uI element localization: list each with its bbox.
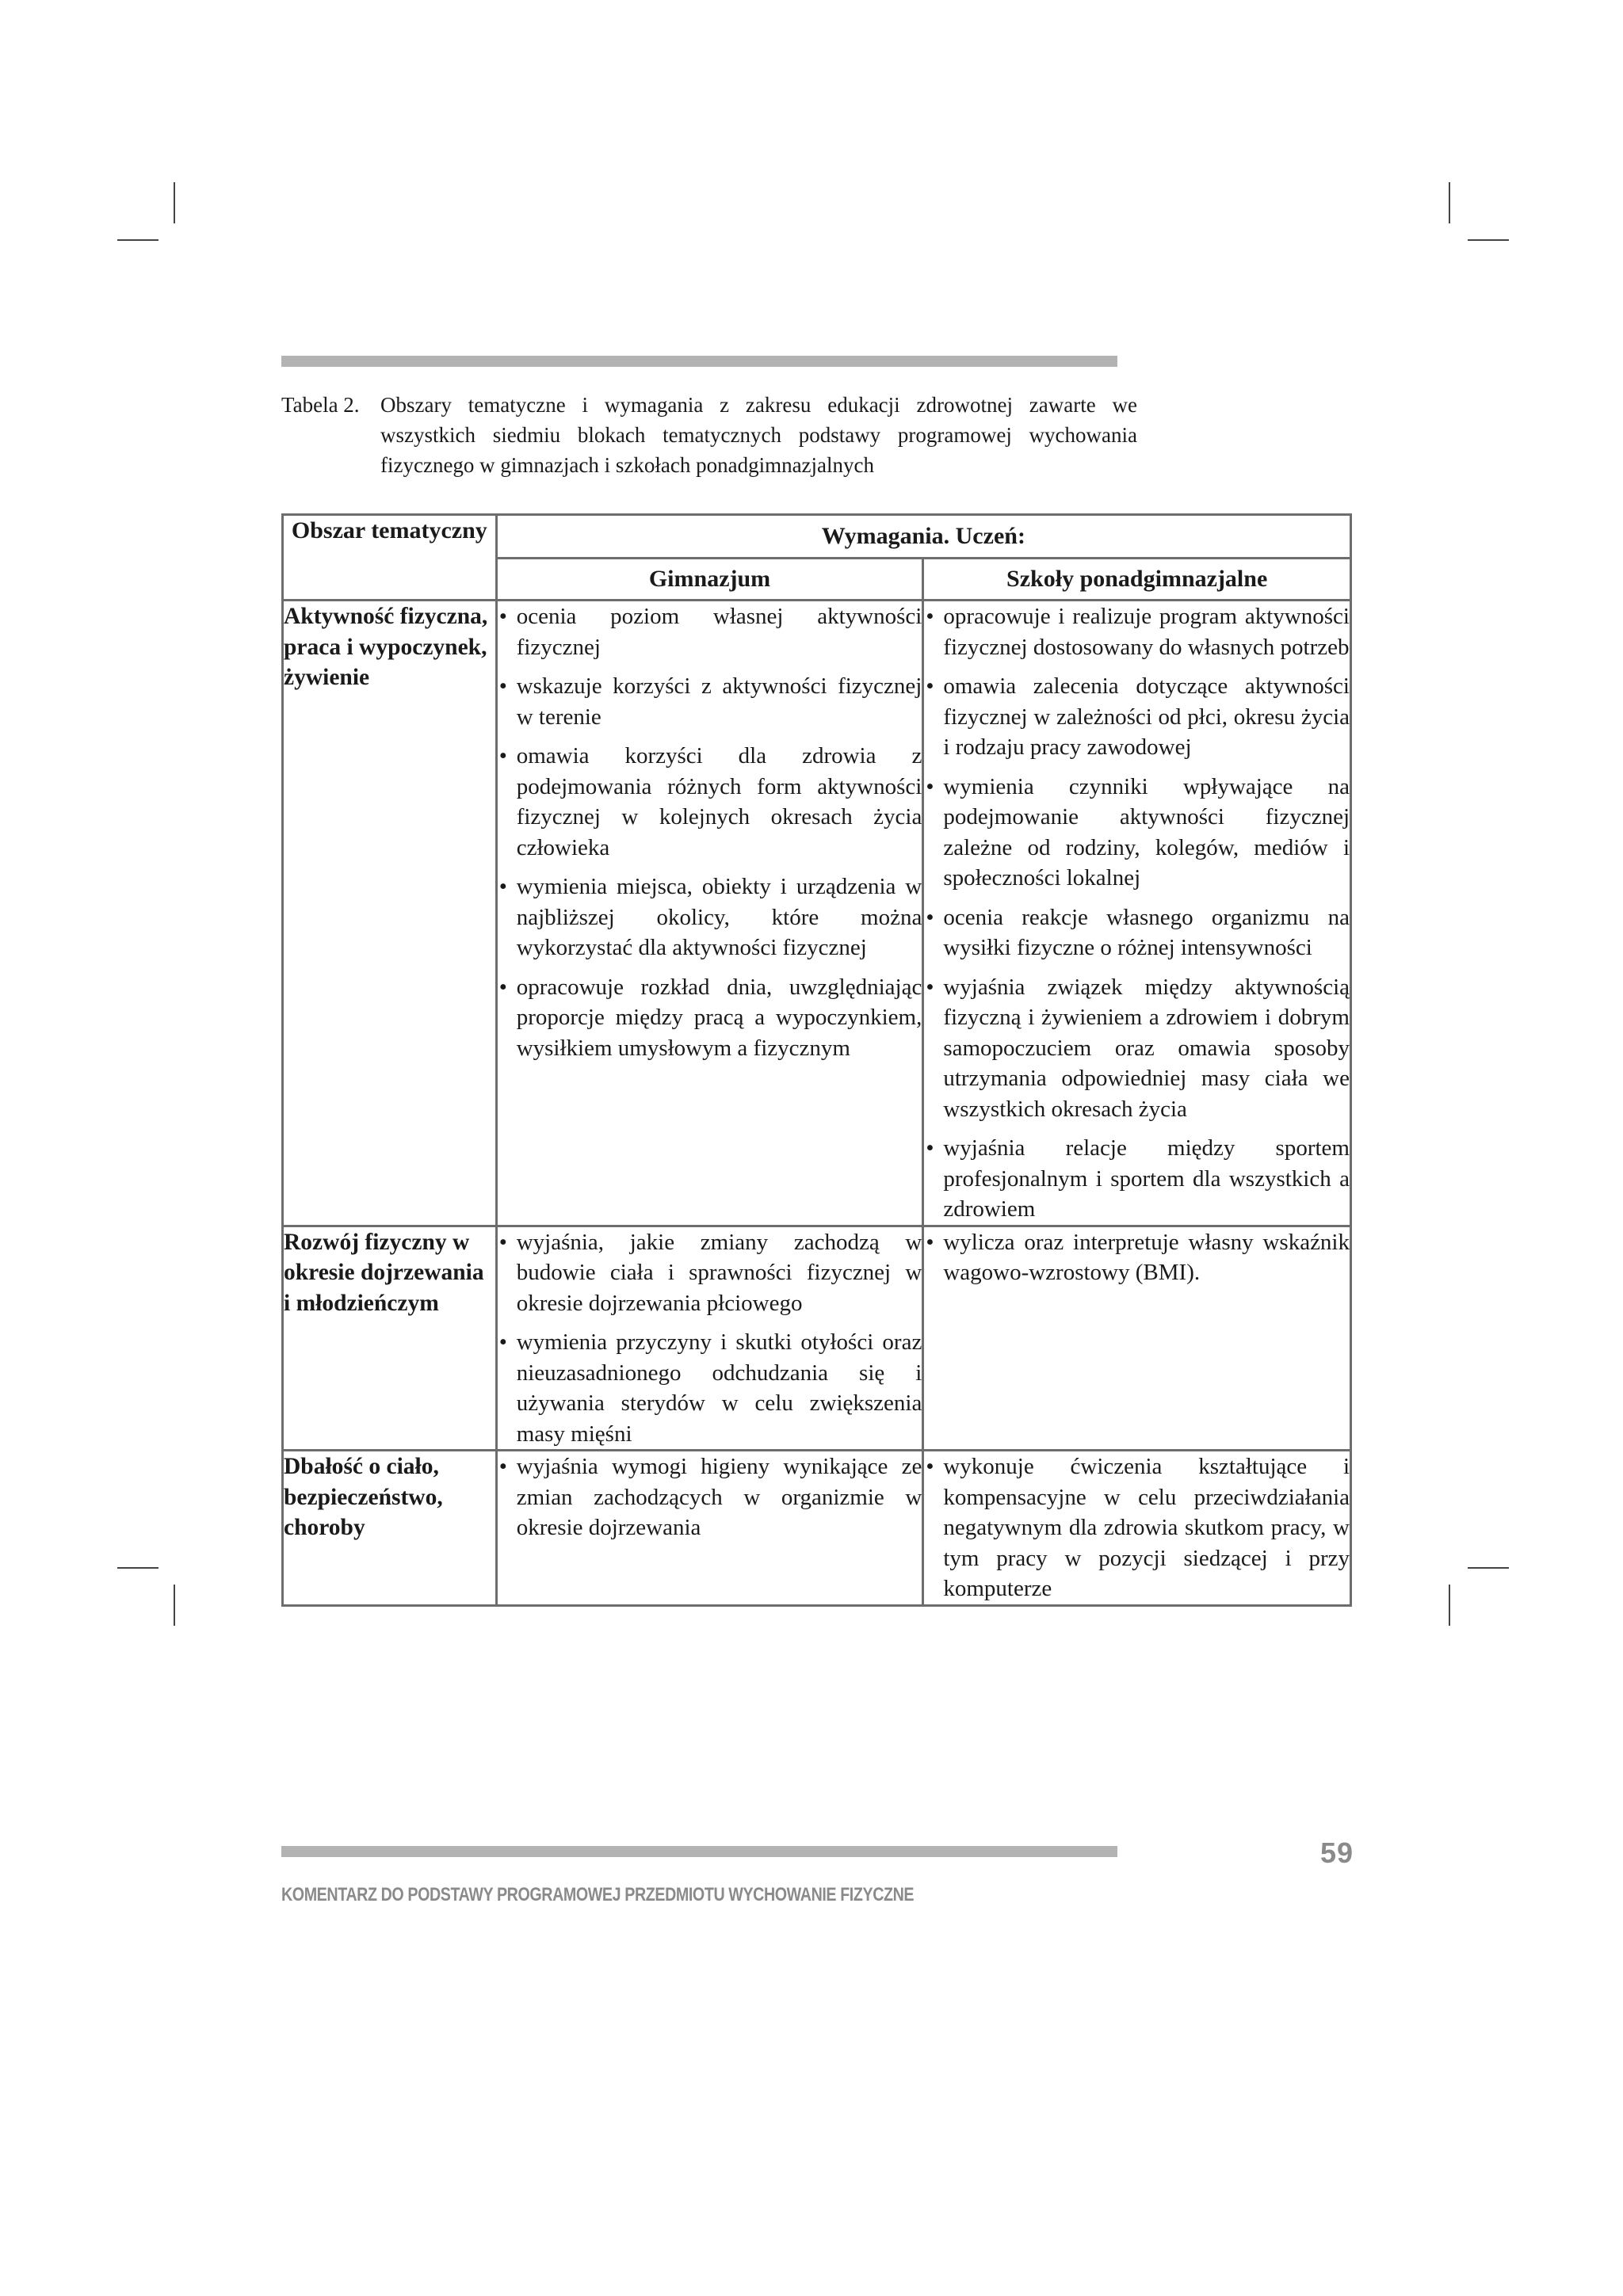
list-item bbox=[924, 1133, 1350, 1225]
area-cell: Aktywność fizyczna, praca i wypoczynek, żywienie bbox=[283, 601, 497, 1226]
list-item-text: opracowuje rozkład dnia, uwzględniając proporcje między pracą a wypoczynkiem, wysiłkiem umysłowym a fizycznym bbox=[516, 974, 922, 1061]
list-item bbox=[924, 601, 1350, 662]
header-rule bbox=[281, 356, 1117, 367]
table-row bbox=[283, 1226, 1351, 1451]
table-row bbox=[283, 601, 1351, 1226]
list-item bbox=[924, 671, 1350, 763]
gimnazjum-list bbox=[498, 1451, 922, 1543]
ponadgimnazjalne-list bbox=[924, 1451, 1350, 1604]
header-requirements: Wymagania. Uczeń: bbox=[496, 515, 1350, 559]
header-area: Obszar tematyczny bbox=[283, 515, 497, 601]
bullet-icon: • bbox=[498, 1454, 507, 1479]
list-item bbox=[924, 902, 1350, 963]
list-item bbox=[498, 1451, 922, 1543]
bullet-icon: • bbox=[498, 1229, 507, 1255]
list-item-text: wyjaśnia relacje między sportem profesjonalnym i sportem dla wszystkich a zdrowiem bbox=[943, 1135, 1350, 1222]
gimnazjum-cell bbox=[496, 1451, 923, 1606]
list-item bbox=[498, 1327, 922, 1449]
crop-mark bbox=[174, 1585, 175, 1626]
list-item bbox=[498, 972, 922, 1064]
bullet-icon: • bbox=[926, 904, 934, 930]
gimnazjum-cell bbox=[496, 601, 923, 1226]
list-item bbox=[924, 1227, 1350, 1288]
list-item bbox=[498, 871, 922, 963]
bullet-icon: • bbox=[926, 673, 934, 699]
list-item bbox=[498, 601, 922, 662]
page-number: 59 bbox=[1319, 1836, 1354, 1869]
header-gimnazjum: Gimnazjum bbox=[496, 559, 923, 601]
footer-rule bbox=[281, 1846, 1117, 1857]
requirements-table bbox=[281, 513, 1352, 1607]
header-ponadgimnazjalne: Szkoły ponadgimnazjalne bbox=[923, 559, 1351, 601]
list-item-text: wylicza oraz interpretuje własny wskaźnik wagowo-wzrostowy (BMI). bbox=[943, 1229, 1350, 1285]
list-item bbox=[498, 1227, 922, 1319]
bullet-icon: • bbox=[498, 604, 507, 629]
crop-mark bbox=[1449, 182, 1450, 223]
list-item-text: wykonuje ćwiczenia kształtujące i kompensacyjne w celu przeciwdziałania negatywnym dla zdrowia skutkom pracy, w tym pracy w pozycji siedzącej i przy komputerze bbox=[943, 1454, 1350, 1601]
crop-mark bbox=[174, 182, 175, 223]
list-item-text: ocenia reakcje własnego organizmu na wysiłki fizyczne o różnej intensywności bbox=[943, 904, 1350, 960]
ponadgimnazjalne-list bbox=[924, 1227, 1350, 1288]
bullet-icon: • bbox=[926, 1135, 934, 1161]
list-item bbox=[498, 671, 922, 732]
crop-mark bbox=[1468, 1567, 1509, 1569]
list-item-text: wyjaśnia, jakie zmiany zachodzą w budowie ciała i sprawności fizycznej w okresie dojrzewania płciowego bbox=[516, 1229, 922, 1316]
crop-mark bbox=[117, 239, 158, 241]
area-cell: Dbałość o ciało, bezpieczeństwo, choroby bbox=[283, 1451, 497, 1606]
gimnazjum-list bbox=[498, 601, 922, 1063]
table-caption bbox=[281, 390, 1137, 480]
bullet-icon: • bbox=[926, 1454, 934, 1479]
list-item-text: omawia zalecenia dotyczące aktywności fizycznej w zależności od płci, okresu życia i rodzaju pracy zawodowej bbox=[943, 673, 1350, 760]
list-item bbox=[924, 772, 1350, 894]
list-item-text: wskazuje korzyści z aktywności fizycznej w terenie bbox=[516, 673, 922, 730]
ponadgimnazjalne-list bbox=[924, 601, 1350, 1225]
ponadgimnazjalne-cell bbox=[923, 1226, 1351, 1451]
caption-label: Tabela 2. bbox=[281, 393, 360, 417]
bullet-icon: • bbox=[926, 773, 934, 799]
bullet-icon: • bbox=[498, 673, 507, 699]
area-cell: Rozwój fizyczny w okresie dojrzewania i młodzieńczym bbox=[283, 1226, 497, 1451]
list-item-text: opracowuje i realizuje program aktywności fizycznej dostosowany do własnych potrzeb bbox=[943, 604, 1350, 660]
table-body bbox=[283, 601, 1351, 1606]
crop-mark bbox=[1449, 1585, 1450, 1626]
list-item-text: omawia korzyści dla zdrowia z podejmowania różnych form aktywności fizycznej w kolejnych okresach życia człowieka bbox=[516, 743, 922, 860]
list-item-text: wymienia przyczyny i skutki otyłości oraz nieuzasadnionego odchudzania się i używania sterydów w celu zwiększenia masy mięśni bbox=[516, 1329, 922, 1447]
footer-title: KOMENTARZ DO PODSTAWY PROGRAMOWEJ PRZEDMIOTU WYCHOWANIE FIZYCZNE bbox=[281, 1884, 915, 1905]
caption-text: Obszary tematyczne i wymagania z zakresu edukacji zdrowotnej zawarte we wszystkich siedmiu blokach tematycznych podstawy programowej wychowania fizycznego w gimnazjach i szkołach ponadgimnazjalnych bbox=[380, 393, 1137, 477]
list-item bbox=[498, 741, 922, 863]
list-item-text: wymienia czynniki wpływające na podejmowanie aktywności fizycznej zależne od rodziny, kolegów, mediów i społeczności lokalnej bbox=[943, 773, 1350, 891]
bullet-icon: • bbox=[498, 874, 507, 899]
crop-mark bbox=[117, 1567, 158, 1569]
table-row bbox=[283, 1451, 1351, 1606]
list-item-text: wymienia miejsca, obiekty i urządzenia w najbliższej okolicy, które można wykorzystać dla aktywności fizycznej bbox=[516, 874, 922, 960]
bullet-icon: • bbox=[498, 1329, 507, 1355]
list-item-text: wyjaśnia wymogi higieny wynikające ze zmian zachodzących w organizmie w okresie dojrzewania bbox=[516, 1454, 922, 1540]
bullet-icon: • bbox=[498, 974, 507, 1000]
bullet-icon: • bbox=[498, 743, 507, 769]
list-item-text: wyjaśnia związek między aktywnością fizyczną i żywieniem a zdrowiem i dobrym samopoczuciem oraz omawia sposoby utrzymania odpowiedniej masy ciała we wszystkich okresach życia bbox=[943, 974, 1350, 1122]
list-item-text: ocenia poziom własnej aktywności fizycznej bbox=[516, 604, 922, 660]
gimnazjum-list bbox=[498, 1227, 922, 1450]
crop-mark bbox=[1468, 239, 1509, 241]
bullet-icon: • bbox=[926, 1229, 934, 1255]
list-item bbox=[924, 972, 1350, 1125]
bullet-icon: • bbox=[926, 974, 934, 1000]
bullet-icon: • bbox=[926, 604, 934, 629]
list-item bbox=[924, 1451, 1350, 1604]
ponadgimnazjalne-cell bbox=[923, 601, 1351, 1226]
gimnazjum-cell bbox=[496, 1226, 923, 1451]
ponadgimnazjalne-cell bbox=[923, 1451, 1351, 1606]
